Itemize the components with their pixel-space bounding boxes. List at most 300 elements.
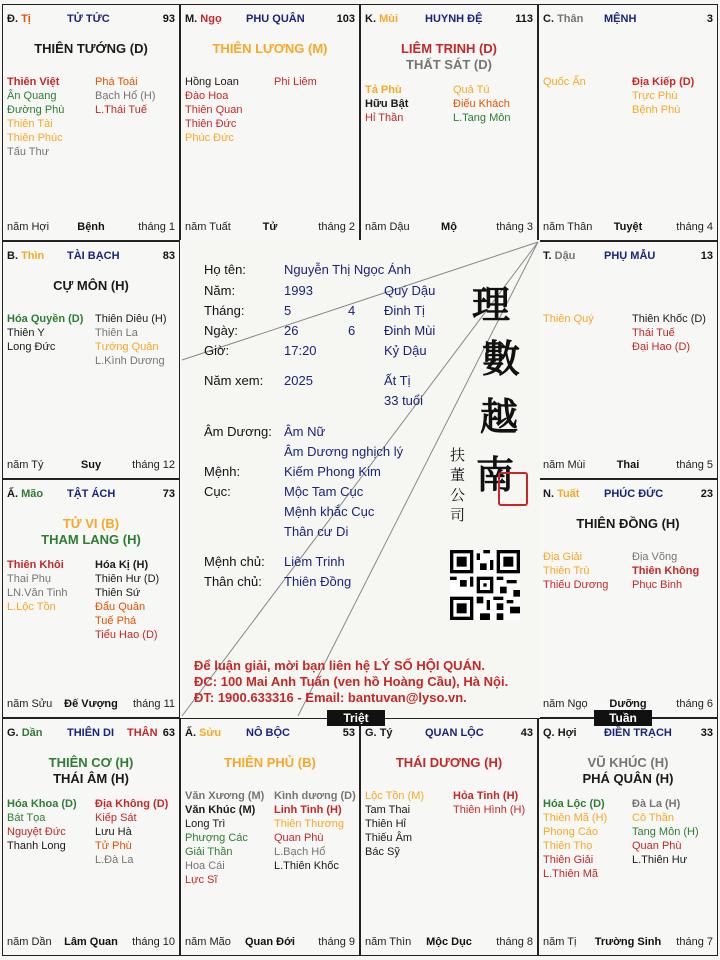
palace-chi: Tuất [557,488,580,500]
right-star-column [95,75,156,117]
palace-can-chi [543,250,575,262]
label-than-chu: Thân chủ: [204,574,262,589]
value-am-duong: Âm Nữ [284,424,326,439]
life-stage: Lâm Quan [64,936,118,948]
palace-can-chi [543,13,583,25]
tuan-tag: Tuần [594,710,652,726]
value-nam-xem-can-chi: Ất Tị [384,373,411,388]
calligraphy-side-3: 公 [450,486,466,504]
palace-number: 73 [162,488,175,500]
life-stage: Tuyệt [613,221,643,233]
star: Thiên Việt [7,76,60,88]
star: Phá Toái [95,76,138,88]
palace-header [543,727,713,741]
star: Quan Phù [632,840,682,852]
palace-chi: Thân [557,13,584,25]
star: Thiếu Âm [365,832,413,844]
right-star-column [453,789,525,817]
palace-header [543,13,713,27]
palace-number: 33 [700,727,713,739]
star: Thái Tuế [632,327,675,339]
star: Tử Phù [95,840,132,852]
palace-chi: Tị [21,13,31,25]
palace-footer [7,459,175,472]
triet-tag: Triệt [327,710,385,726]
star: Giải Thần [185,846,233,858]
value-am-duong-ly: Âm Dương nghịch lý [284,444,404,459]
month-label: tháng 8 [496,936,533,948]
value-cuc: Mộc Tam Cục [284,484,364,499]
value-gio-can-chi: Kỷ Dậu [384,343,427,358]
star: Thiên La [95,327,138,339]
left-star-column [543,75,586,89]
month-label: tháng 1 [138,221,175,233]
month-label: tháng 10 [132,936,175,948]
star: L.Thiên Mã [543,868,599,880]
life-stage: Mộc Dục [426,936,472,948]
star: Thiếu Dương [543,579,609,591]
star: Kiếp Sát [95,812,137,824]
star: Hỏa Tinh (H) [453,790,519,802]
month-label: tháng 4 [676,221,713,233]
month-label: tháng 11 [132,698,175,710]
star: Địa Không (D) [95,798,169,810]
palace-tat-ach [2,479,180,718]
palace-number: 63 [162,727,175,739]
value-tuoi: 33 tuổi [384,393,424,408]
palace-can: C. [543,13,554,25]
palace-chi: Hợi [557,727,577,739]
palace-tai-bach [2,241,180,479]
star: Tang Môn (H) [632,826,699,838]
life-stage: Bệnh [77,221,105,233]
value-ngay-can-chi: Đinh Mùi [384,323,436,338]
label-ho-ten: Họ tên: [204,262,246,277]
palace-name: PHỤ MẪU [604,250,656,262]
life-stage: Dưỡng [609,698,647,710]
left-star-column [543,797,607,881]
palace-can-chi [543,488,579,500]
palace-can: K. [365,13,376,25]
palace-number: 43 [520,727,533,739]
right-star-column [632,75,694,117]
star: L.Đà La [95,854,134,866]
value-thang-can-chi: Đinh Tị [384,303,425,318]
star: Tiểu Hao (D) [95,629,158,641]
star: Hữu Bật [365,98,409,110]
star: Quan Phù [274,832,324,844]
main-star: CỰ MÔN (H) [53,278,129,293]
palace-number: 113 [515,13,533,25]
star: Tuế Phá [95,615,137,627]
palace-header [7,250,175,264]
left-star-column [543,312,594,326]
palace-number: 83 [162,250,175,262]
right-star-column [274,789,356,873]
palace-tu-tuc [2,4,180,241]
star: Quốc Ấn [543,76,586,88]
main-star: THIÊN LƯƠNG (M) [212,41,328,56]
star: Lưu Hà [95,826,132,838]
palace-name: PHU QUÂN [246,13,305,25]
star: Tả Phù [365,84,402,96]
star: L.Kình Dương [95,355,165,367]
value-than-cu: Thân cư Di [284,524,349,539]
month-label: tháng 5 [676,459,713,471]
label-gio: Giờ: [204,343,230,358]
year-label: năm Dậu [365,221,410,233]
left-star-column [185,789,264,887]
right-star-column [453,83,510,125]
star: L.Thái Tuế [95,104,147,116]
star: Địa Giải [543,551,583,563]
star: Thiên Khôi [7,559,64,571]
palace-header [185,13,355,27]
calligraphy-char-4: 南 [476,452,515,497]
value-than-chu: Thiên Đồng [284,574,352,589]
star: Thiên Diêu (H) [95,313,167,325]
calligraphy-side-2: 董 [450,466,466,484]
star: Tấu Thư [7,146,50,158]
value-menh-khac-cuc: Mệnh khắc Cục [284,504,375,519]
star: Phúc Đức [185,132,234,144]
value-thang-am: 5 [284,303,292,318]
month-label: tháng 7 [676,936,713,948]
month-label: tháng 6 [676,698,713,710]
main-star: VŨ KHÚC (H) [587,755,669,770]
star: LN.Văn Tinh [7,587,68,599]
palace-name: THIÊN DI [67,727,115,739]
main-star: THÁI DƯƠNG (H) [395,755,503,770]
star: Thiên Đức [185,118,237,130]
star: Bát Tọa [7,812,46,824]
star: Thiên Giải [543,854,594,866]
star: Văn Xương (M) [185,790,265,802]
value-nam-xem: 2025 [284,373,313,388]
star: Thiên Hỉ [365,818,406,830]
main-star: THÁI ÂM (H) [53,771,129,786]
palace-number: 53 [342,727,355,739]
palace-footer [543,936,713,949]
value-menh: Kiếm Phong Kim [284,464,381,479]
value-nam: 1993 [284,283,313,298]
year-label: năm Thân [543,221,593,233]
value-nam-can-chi: Quý Dậu [384,283,436,298]
calligraphy-char-3: 越 [480,394,519,439]
star: Bác Sỹ [365,846,400,858]
palace-can-chi [7,250,44,262]
palace-chi: Thìn [21,250,45,262]
calligraphy-side-4: 司 [450,506,466,524]
palace-header [7,488,175,502]
palace-header [543,250,713,264]
palace-dien-trach [538,718,718,956]
palace-can-chi [7,13,31,25]
year-label: năm Mão [185,936,231,948]
palace-footer [7,936,175,949]
palace-quan-loc [360,718,538,956]
palace-can: Ấ. [185,727,196,739]
star: Thiên Trù [543,565,590,577]
contact-line-3[interactable]: ĐT: 1900.633316 - Email: bantuvan@lyso.vn. [194,690,467,705]
palace-name: PHÚC ĐỨC [604,488,664,500]
life-stage: Quan Đới [245,936,295,948]
left-star-column [7,75,64,159]
label-ngay: Ngày: [204,323,238,338]
palace-name: TÀI BẠCH [67,250,120,262]
value-ngay-duong: 6 [348,323,356,338]
right-star-column [632,797,699,867]
palace-can: Q. [543,727,555,739]
star: Nguyệt Đức [7,826,66,838]
value-menh-chu: Liêm Trinh [284,554,345,569]
star: L.Thiên Hư [632,854,688,866]
than-marker: THÂN [127,727,158,739]
right-star-column [95,312,167,368]
calligraphy-char-1: 理 [472,282,511,327]
palace-menh [538,4,718,241]
palace-chi: Mùi [379,13,399,25]
star: Kình dương (D) [274,790,356,802]
left-star-column [7,558,68,614]
contact-line-1: Để luận giải, mời bạn liên hệ LÝ SỐ HỘI QUÁN. [194,658,485,673]
right-star-column [274,75,317,89]
palace-can: N. [543,488,554,500]
value-thang-duong: 4 [348,303,356,318]
main-star: THẤT SÁT (D) [406,57,492,72]
main-star: PHÁ QUÂN (H) [582,771,674,786]
star: Thiên Không [632,565,700,577]
star: Thiên Mã (H) [543,812,608,824]
calligraphy-char-2: 數 [482,336,521,381]
palace-can: Đ. [7,13,18,25]
palace-name: HUYNH ĐỆ [425,13,483,25]
palace-can: B. [7,250,18,262]
star: Phi Liêm [274,76,317,88]
year-label: năm Tý [7,459,44,471]
star: L.Tang Môn [453,112,511,124]
palace-footer [365,221,533,234]
palace-footer [185,221,355,234]
label-am-duong: Âm Dương: [204,424,272,439]
palace-footer [543,221,713,234]
value-ho-ten: Nguyễn Thị Ngọc Ánh [284,262,411,277]
palace-can: G. [365,727,377,739]
star: Trực Phù [632,90,678,102]
left-star-column [543,550,608,592]
life-stage: Tử [262,221,278,233]
palace-number: 93 [162,13,175,25]
star: Thiên Hư (D) [95,573,160,585]
star: Thiên Quý [543,313,594,325]
year-label: năm Tị [543,936,577,948]
palace-can: G. [7,727,19,739]
star: Bệnh Phù [632,104,681,116]
life-stage: Đế Vượng [64,698,118,710]
life-stage: Suy [80,459,102,471]
left-star-column [7,797,77,853]
life-stage: Thai [616,459,640,471]
left-star-column [365,789,424,859]
main-star: THIÊN PHỦ (B) [224,755,316,770]
year-label: năm Dần [7,936,52,948]
label-nam-xem: Năm xem: [204,373,264,388]
palace-number: 3 [706,13,713,25]
star: Cô Thần [632,812,674,824]
right-star-column [95,558,159,642]
star: Điếu Khách [453,98,510,110]
month-label: tháng 3 [496,221,533,233]
star: Thiên Tài [7,118,53,130]
palace-can-chi [365,727,393,739]
palace-header [185,727,355,741]
palace-can-chi [185,13,222,25]
star: Phong Cáo [543,826,599,838]
main-star: THIÊN TƯỚNG (D) [34,41,148,56]
year-label: năm Sửu [7,698,53,710]
palace-can-chi [185,727,221,739]
star: Phượng Các [185,832,248,844]
month-label: tháng 9 [318,936,355,948]
star: Địa Kiếp (D) [632,76,695,88]
palace-thien-di [2,718,180,956]
palace-footer [185,936,355,949]
value-gio: 17:20 [284,343,317,358]
qr-code[interactable] [450,550,520,620]
palace-phuc-duc [538,479,718,718]
left-star-column [365,83,408,125]
star: Thiên Thương [274,818,345,830]
star: Đẩu Quân [95,601,146,613]
month-label: tháng 12 [132,459,175,471]
star: Hóa Khoa (D) [7,798,77,810]
calligraphy-side-1: 扶 [450,446,466,464]
star: Quả Tú [453,84,490,96]
palace-footer [365,936,533,949]
palace-name: TỬ TỨC [67,13,110,25]
palace-header [365,13,533,27]
star: Thiên Quan [185,104,243,116]
label-thang: Tháng: [204,303,245,318]
palace-name: QUAN LỘC [425,727,484,739]
main-star: THIÊN CƠ (H) [48,755,134,770]
palace-chi: Mão [21,488,44,500]
right-star-column [95,797,168,867]
chart-center-info [180,240,540,718]
palace-footer [7,698,175,711]
palace-can-chi [7,488,43,500]
palace-footer [543,459,713,472]
star: Long Trì [185,818,226,830]
star: Tướng Quân [95,341,159,353]
star: Thiên Thọ [543,840,593,852]
main-star: THIÊN ĐỒNG (H) [576,516,680,531]
right-star-column [632,550,699,592]
star: Thiên Phúc [7,132,63,144]
star: Địa Võng [632,551,678,563]
label-menh: Mệnh: [204,464,241,479]
month-label: tháng 2 [318,221,355,233]
year-label: năm Tuất [185,221,231,233]
star: Hóa Kị (H) [95,559,149,571]
palace-chi: Sửu [199,727,222,739]
value-ngay-am: 26 [284,323,299,338]
label-cuc: Cục: [204,484,231,499]
palace-phu-quan [180,4,360,241]
palace-number: 23 [700,488,713,500]
palace-name: TẬT ÁCH [67,488,116,500]
year-label: năm Ngọ [543,698,588,710]
palace-header [7,727,175,741]
palace-header [543,488,713,502]
star: Long Đức [7,341,56,353]
star: Thiên Sứ [95,587,141,599]
main-star: THAM LANG (H) [41,532,141,547]
star: Phục Binh [632,579,683,591]
star: Lực Sĩ [185,874,218,886]
palace-can-chi [543,727,577,739]
star: L.Bạch Hổ [274,846,326,858]
star: Thanh Long [7,840,66,852]
palace-can-chi [365,13,398,25]
star: L.Thiên Khốc [274,860,339,872]
palace-can: T. [543,250,552,262]
palace-name: ĐIỀN TRẠCH [604,727,672,739]
star: Hóa Lộc (D) [543,798,605,810]
label-nam: Năm: [204,283,236,298]
star: Đại Hao (D) [632,341,691,353]
star: Đà La (H) [632,798,681,810]
star: Thiên Y [7,327,45,339]
right-star-column [632,312,706,354]
year-label: năm Mùi [543,459,586,471]
seal-stamp [498,472,528,506]
star: Hỉ Thần [365,112,404,124]
palace-header [365,727,533,741]
palace-huynh-de [360,4,538,241]
palace-can-chi [7,727,42,739]
star: Thiên Hình (H) [453,804,526,816]
star: Văn Khúc (M) [185,804,256,816]
left-star-column [185,75,242,145]
star: Hóa Quyền (D) [7,313,84,325]
star: Hồng Loan [185,76,239,88]
star: Đào Hoa [185,90,229,102]
palace-header [7,13,175,27]
life-stage: Mộ [441,221,457,233]
main-star: LIÊM TRINH (D) [400,41,498,56]
main-star: TỬ VI (B) [62,516,120,531]
star: Bạch Hổ (H) [95,90,156,102]
palace-can: Ấ. [7,488,18,500]
palace-name: MỆNH [604,13,637,25]
left-star-column [7,312,83,354]
star: Linh Tinh (H) [274,804,342,816]
year-label: năm Hợi [7,221,50,233]
life-stage: Trường Sinh [594,936,662,948]
palace-footer [7,221,175,234]
palace-can: M. [185,13,198,25]
palace-chi: Dậu [554,250,576,262]
star: Lộc Tồn (M) [365,790,425,802]
palace-phu-mau [538,241,718,479]
palace-chi: Ngọ [200,13,222,25]
star: Đường Phù [7,104,65,116]
star: Hoa Cái [185,860,225,872]
palace-number: 103 [336,13,355,25]
star: Ân Quang [7,90,57,102]
palace-name: NÔ BỘC [246,727,290,739]
